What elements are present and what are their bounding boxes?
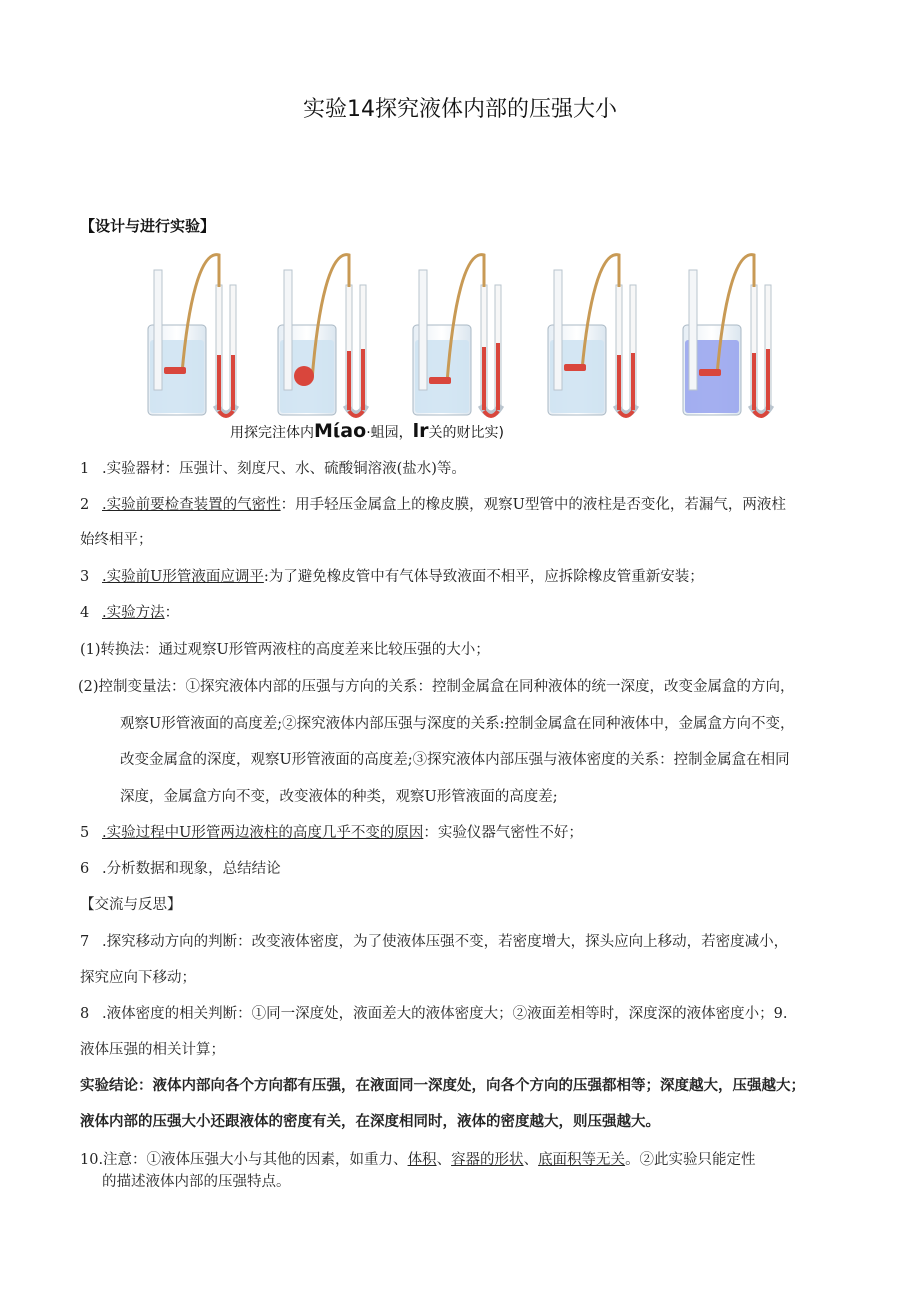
u-tube-liquid-left	[617, 355, 621, 410]
item-text: .实验器材：压强计、刻度尺、水、硫酸铜溶液(盐水)等。	[102, 461, 466, 477]
item-7-continued: 探究应向下移动；	[80, 970, 196, 986]
note-line-1	[80, 1150, 756, 1170]
ruler-tube	[419, 270, 427, 390]
u-tube-liquid-right	[766, 349, 770, 410]
item-7	[80, 932, 788, 952]
probe-box	[164, 367, 186, 374]
item-text: :为了避免橡皮管中有气体导致液面不相平，应拆除橡皮管重新安装；	[263, 569, 704, 585]
figure-caption	[230, 420, 504, 442]
item-text: .液体密度的相关判断：①同一深度处，液面差大的液体密度大；②液面差相等时，深度深的液体密度小；9.	[102, 1006, 788, 1022]
probe-box	[429, 377, 451, 384]
item-text: .探究移动方向的判断：改变液体密度，为了使液体压强不变，若密度增大，探头应向上移动，若密度减小，	[102, 934, 789, 950]
item-text: .分析数据和现象，总结结论	[102, 861, 281, 877]
u-tube-liquid-left	[752, 353, 756, 410]
setup-2	[278, 255, 366, 416]
item-number: 2	[80, 497, 90, 513]
item-3	[80, 567, 704, 587]
item-text: ：用手轻压金属盒上的橡皮膜，观察U型管中的液柱是否变化，若漏气，两液柱	[280, 497, 786, 513]
item-number: 8	[80, 1006, 90, 1022]
note-underlined-volume: 体积	[407, 1152, 437, 1168]
item-4	[80, 603, 179, 623]
probe-membrane	[294, 366, 314, 386]
ruler-tube	[689, 270, 697, 390]
item-text: ：实验仪器气密性不好；	[423, 825, 583, 841]
item-number: 3	[80, 569, 90, 585]
probe-box	[564, 364, 586, 371]
note-text: 。②此实验只能定性	[625, 1152, 756, 1168]
u-tube-liquid-right	[631, 353, 635, 410]
setup-3	[413, 255, 501, 416]
u-tube-liquid-right	[361, 349, 365, 410]
item-6	[80, 859, 281, 879]
item-number: 1	[80, 461, 90, 477]
setup-4	[548, 255, 636, 416]
u-tube-liquid-right	[496, 343, 500, 410]
item-5	[80, 823, 583, 843]
item-2-continued: 始终相平；	[80, 532, 153, 548]
item-number: 7	[80, 934, 90, 950]
item-8	[80, 1004, 787, 1024]
item-2	[80, 495, 786, 515]
caption-text-2: Mίao	[314, 420, 367, 442]
ruler-tube	[154, 270, 162, 390]
item-4-2-line-3: 改变金属盒的深度，观察U形管液面的高度差;③探究液体内部压强与液体密度的关系：控制金属盒在相同	[120, 752, 790, 768]
section-heading-reflect: 【交流与反思】	[80, 897, 182, 913]
note-text: 、	[436, 1152, 452, 1168]
conclusion-line-1: 实验结论：液体内部向各个方向都有压强，在液面同一深度处，向各个方向的压强都相等；深度越大，压强越大；	[80, 1078, 805, 1094]
caption-text-3: ·蛆园，	[366, 425, 413, 441]
setup-1	[148, 255, 236, 416]
experiment-figure	[140, 245, 780, 425]
note-underlined-shape: 容器的形状	[451, 1152, 524, 1168]
caption-text-4: lr	[412, 420, 429, 442]
item-4-2-line-1: (2)控制变量法：①探究液体内部的压强与方向的关系：控制金属盒在同种液体的统一深度，改变金属盒的方向，	[78, 679, 795, 695]
caption-text-5: 关的财比实)	[428, 425, 504, 441]
item-4-1: (1)转换法：通过观察U形管两液柱的高度差来比较压强的大小；	[80, 642, 490, 658]
item-number: 5	[80, 825, 90, 841]
note-text: 、	[523, 1152, 539, 1168]
page-title: 实验14探究液体内部的压强大小	[303, 97, 617, 122]
item-underlined: .实验方法	[102, 605, 165, 621]
section-heading-design: 【设计与进行实验】	[80, 217, 216, 235]
ruler-tube	[554, 270, 562, 390]
item-number: 4	[80, 605, 90, 621]
conclusion-line-2: 液体内部的压强大小还跟液体的密度有关，在深度相同时，液体的密度越大，则压强越大。	[80, 1114, 660, 1130]
item-underlined: .实验前U形管液面应调平	[102, 569, 264, 585]
u-tube-liquid-left	[217, 355, 221, 410]
item-4-2-line-2: 观察U形管液面的高度差;②探究液体内部压强与深度的关系:控制金属盒在同种液体中，金属盒方向不变，	[120, 716, 795, 732]
probe-box	[699, 369, 721, 376]
item-number: 6	[80, 861, 90, 877]
note-underlined-area: 底面积等无关	[538, 1152, 626, 1168]
note-text: 10.注意：①液体压强大小与其他的因素，如重力、	[80, 1152, 408, 1168]
u-tube-liquid-right	[231, 355, 235, 410]
u-tube-liquid-left	[347, 351, 351, 410]
item-underlined: .实验过程中U形管两边液柱的高度几乎不变的原因	[102, 825, 424, 841]
item-4-2-line-4: 深度，金属盒方向不变，改变液体的种类，观察U形管液面的高度差;	[120, 789, 558, 805]
item-1	[80, 459, 466, 479]
ruler-tube	[284, 270, 292, 390]
item-8-continued: 液体压强的相关计算；	[80, 1042, 225, 1058]
note-line-2: 的描述液体内部的压强特点。	[102, 1174, 291, 1190]
item-underlined: .实验前要检查装置的气密性	[102, 497, 281, 513]
setup-5	[683, 255, 771, 416]
caption-text-1: 用探完注体内	[230, 425, 314, 441]
u-tube-liquid-left	[482, 347, 486, 410]
item-text: ：	[164, 605, 180, 621]
